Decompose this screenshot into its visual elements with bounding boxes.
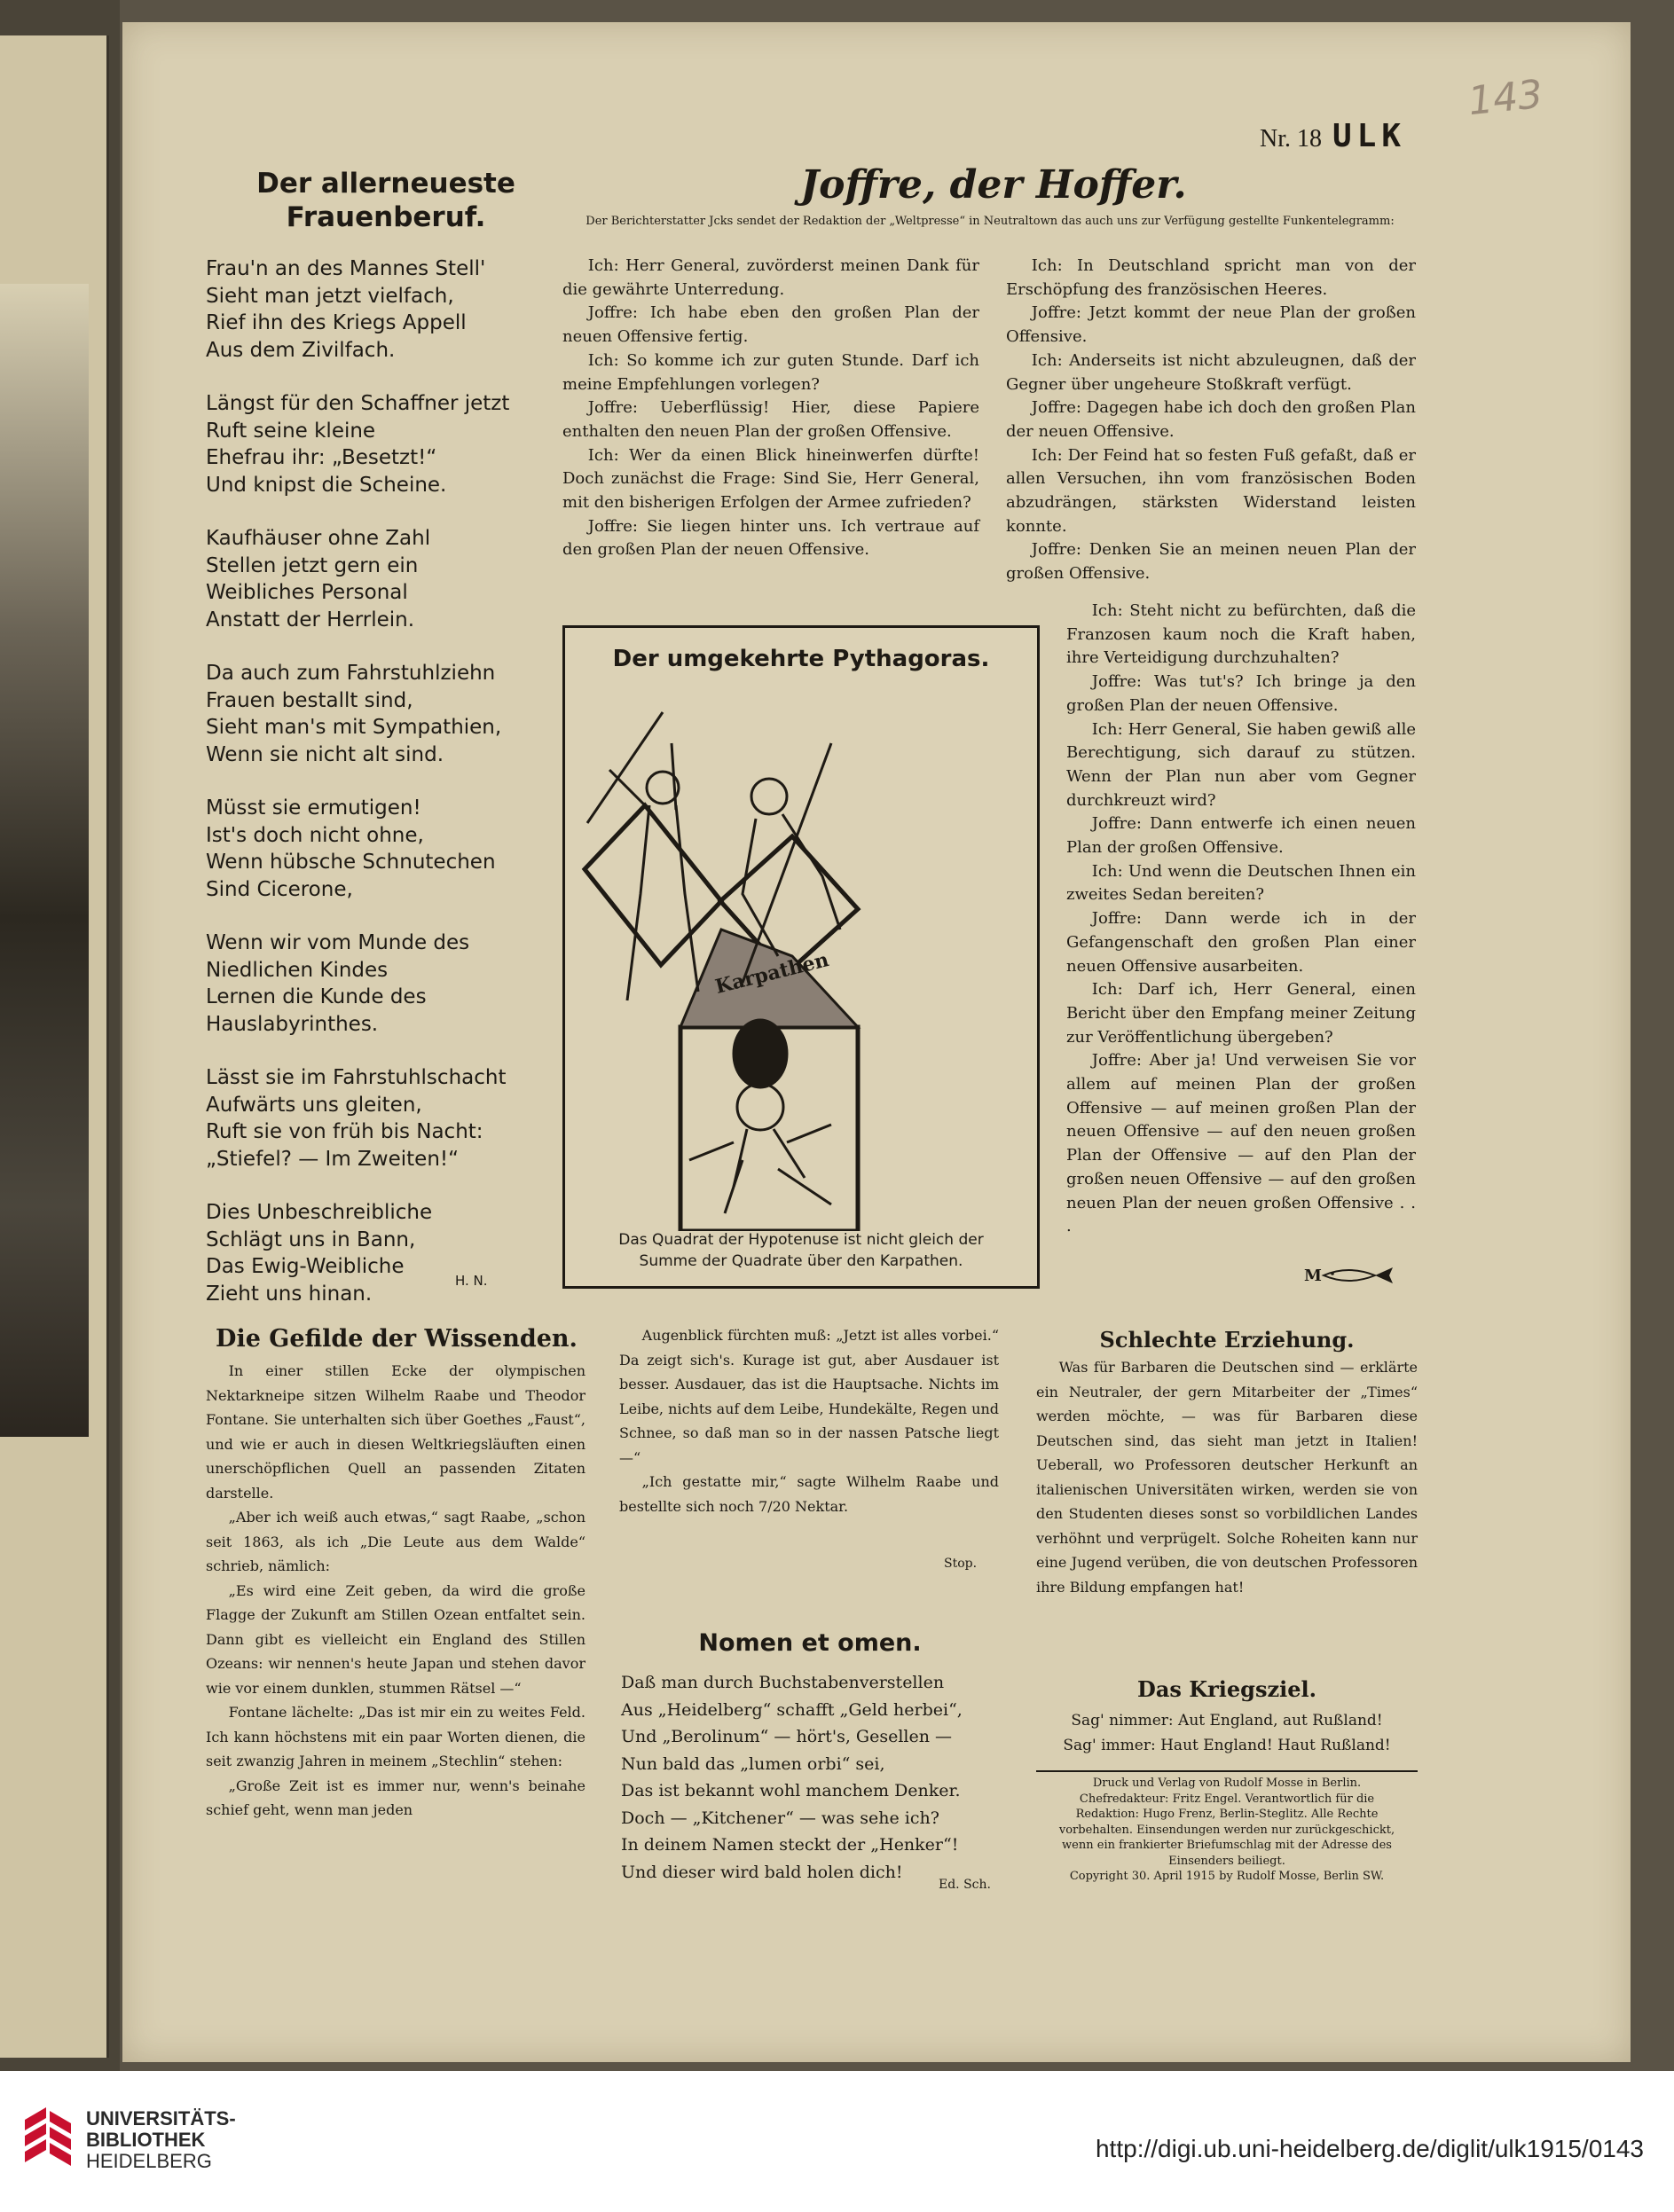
poem-line: Lässt sie im Fahrstuhlschacht	[206, 1066, 507, 1089]
poem-title-line1: Der allerneueste	[256, 168, 515, 200]
cartoon-frame	[562, 625, 1040, 1289]
poem-stanza	[206, 1064, 534, 1173]
gefilde-paragraph: Augenblick fürchten muß: „Jetzt ist alles vorbei.“ Da zeigt sich's. Kurage ist gut, aber Ausdauer ist besser. Ausdauer, das ist die Hauptsache. Nichts im Leibe, nichts auf dem Leibe, Hundekälte, Regen und Schnee, so daß man so in der nassen Patsche liegt —“	[619, 1327, 999, 1466]
poem-line: Aus dem Zivilfach.	[206, 338, 396, 362]
dialogue-paragraph: Ich: Wer da einen Blick hineinwerfen dürfte! Doch zunächst die Frage: Sind Sie, Herr General, mit den bisherigen Erfolgen der Armee zufrieden?	[562, 445, 979, 513]
imprint-block	[1036, 1776, 1418, 1885]
dialogue-paragraph: Ich: In Deutschland spricht man von der Erschöpfung des französischen Heeres.	[1006, 256, 1416, 299]
library-footer	[0, 2071, 1674, 2212]
poem-line: Hauslabyrinthes.	[206, 1012, 379, 1036]
dialogue-paragraph: Ich: Herr General, zuvörderst meinen Dank für die gewährte Unterredung.	[562, 256, 979, 299]
kriegsziel-line2: Sag' immer: Haut England! Haut Rußland!	[1063, 1737, 1391, 1754]
poem-line: Frau'n an des Mannes Stell'	[206, 257, 486, 280]
cartoon-caption	[565, 1229, 1037, 1272]
poem-line: Ehefrau ihr: „Besetzt!“	[206, 446, 437, 469]
poem-line: Und knipst die Scheine.	[206, 473, 447, 497]
gefilde-continuation	[619, 1323, 999, 1518]
nomen-line: Doch — „Kitchener“ — was sehe ich?	[621, 1808, 939, 1828]
imprint-line: Chefredakteur: Fritz Engel. Verantwortlich für die	[1079, 1792, 1375, 1806]
dialogue-paragraph: Ich: Anderseits ist nicht abzuleugnen, daß der Gegner über ungeheure Stoßkraft verfügt.	[1006, 350, 1416, 394]
dialogue-paragraph: Joffre: Dagegen habe ich doch den großen Plan der neuen Offensive.	[1006, 398, 1416, 441]
dialogue-paragraph: Ich: Darf ich, Herr General, einen Bericht über den Empfang meiner Zeitung zur Veröffentlichung übergeben?	[1066, 980, 1416, 1047]
dialogue-paragraph: Joffre: Dann entwerfe ich einen neuen Plan der großen Offensive.	[1066, 814, 1416, 858]
pythagoras-cartoon-illustration	[565, 663, 1037, 1231]
gefilde-paragraph: Fontane lächelte: „Das ist mir ein zu weites Feld. Ich kann höchstens mit ein paar Worten dienen, die seit zwanzig Jahren in meinem „Stechlin“ stehen:	[206, 1704, 586, 1769]
poem-line: Schlägt uns in Bann,	[206, 1228, 416, 1251]
erziehung-paragraph: Was für Barbaren die Deutschen sind — erklärte ein Neutraler, der gern Mitarbeiter der „Times“ werden möchte, — was für Barbaren diese Deutschen sind, das sieht man jetzt in Italien! Ueberall, wo Professoren deutscher Herkunft an italienischen Universitäten wirken, werden sie von den Studenten dieses sonst so vorbildlichen Landes verhöhnt und verprügelt. Solche Roheiten kann nur eine Jugend verüben, die von deutschen Professoren ihre Bildung empfangen hat!	[1036, 1359, 1418, 1596]
imprint-rule	[1036, 1770, 1418, 1772]
dialogue-paragraph: Joffre: Sie liegen hinter uns. Ich vertraue auf den großen Plan der neuen Offensive.	[562, 516, 979, 560]
cartoon-title: Der umgekehrte Pythagoras.	[612, 646, 990, 672]
nomen-line: Aus „Heidelberg“ schafft „Geld herbei“,	[621, 1699, 963, 1720]
gefilde-signature: Stop.	[944, 1557, 978, 1571]
kriegsziel-lines	[1036, 1708, 1418, 1758]
dialogue-paragraph: Joffre: Dann werde ich in der Gefangenschaft den großen Plan einer neuen Offensive ausarbeiten.	[1066, 909, 1416, 976]
nomen-title: Nomen et omen.	[698, 1629, 922, 1657]
poem-stanza	[206, 255, 534, 364]
poem-title	[213, 167, 559, 234]
poem-line: Sind Cicerone,	[206, 877, 353, 901]
cartoon-caption-line2: Summe der Quadrate über den Karpathen.	[639, 1252, 963, 1270]
copyright-line: Copyright 30. April 1915 by Rudolf Mosse, Berlin SW.	[1069, 1870, 1385, 1883]
poem-line: Frauen bestallt sind,	[206, 688, 413, 712]
gefilde-paragraph: „Aber ich weiß auch etwas,“ sagt Raabe, „schon seit 1863, als ich „Die Leute aus dem Walde“ schrieb, nämlich:	[206, 1509, 586, 1574]
poem-stanza	[206, 795, 534, 903]
dialogue-paragraph: Ich: Der Feind hat so festen Fuß gefaßt, daß er allen Versuchen, ihn vom französischen Boden abzudrängen, stärksten Widerstand leisten konnte.	[1006, 445, 1416, 536]
poem-body	[206, 255, 534, 1334]
fish-signature-icon	[1304, 1265, 1402, 1286]
poem-stanza	[206, 930, 534, 1038]
joffre-subtitle: Der Berichterstatter Jcks sendet der Redaktion der „Weltpresse“ in Neutraltown das auch uns zur Verfügung gestellte Funkentelegramm:	[586, 215, 1395, 228]
university-library-logo-icon	[20, 2102, 78, 2173]
imprint-line: Redaktion: Hugo Frenz, Berlin-Steglitz. Alle Rechte	[1075, 1808, 1379, 1821]
poem-line: Sieht man jetzt vielfach,	[206, 284, 454, 308]
poem-line: Lernen die Kunde des	[206, 985, 427, 1008]
poem-line: Ruft seine kleine	[206, 419, 376, 443]
poem-stanza	[206, 525, 534, 633]
joffre-column-2-top	[1006, 255, 1416, 586]
poem-line: Zieht uns hinan.	[206, 1282, 373, 1306]
imprint-line: vorbehalten. Einsendungen werden nur zurückgeschickt,	[1058, 1823, 1395, 1837]
imprint-line: Einsenders beiliegt.	[1168, 1854, 1285, 1868]
dialogue-paragraph: Joffre: Denken Sie an meinen neuen Plan der großen Offensive.	[1006, 540, 1416, 584]
source-url-link[interactable]: http://digi.ub.uni-heidelberg.de/diglit/ulk1915/0143	[1095, 2135, 1644, 2162]
dialogue-paragraph: Joffre: Ich habe eben den großen Plan der neuen Offensive fertig.	[562, 303, 979, 347]
dialogue-paragraph: Joffre: Aber ja! Und verweisen Sie vor allem auf meinen Plan der großen Offensive — auf meinen großen Plan der neuen Offensive — auf den neuen großen Plan der Offensive — auf den Plan der großen neuen Offensive — auf den großen neuen Plan der neuen großen Offensive . . .	[1066, 1051, 1416, 1236]
cartoon-caption-line1: Das Quadrat der Hypotenuse ist nicht gleich der	[618, 1231, 984, 1249]
poem-line: Weibliches Personal	[206, 581, 408, 604]
poem-line: Müsst sie ermutigen!	[206, 796, 421, 820]
cartoon-mountain-label: Karpathen	[712, 948, 831, 999]
joffre-column-2-bottom	[1066, 600, 1416, 1239]
nomen-signature: Ed. Sch.	[939, 1878, 991, 1892]
dialogue-paragraph: Ich: Und wenn die Deutschen Ihnen ein zweites Sedan bereiten?	[1066, 861, 1416, 905]
dialogue-paragraph: Ich: Steht nicht zu befürchten, daß die Franzosen kaum noch die Kraft haben, ihre Verteidigung durchzuhalten?	[1066, 601, 1416, 668]
kriegsziel-title: Das Kriegsziel.	[1137, 1676, 1316, 1702]
poem-line: Das Ewig-Weibliche	[206, 1255, 405, 1278]
handwritten-page-number: 143	[1466, 71, 1545, 125]
nomen-line: Das ist bekannt wohl manchem Denker.	[621, 1781, 961, 1800]
issue-number: Nr. 18	[1260, 125, 1322, 153]
gefilde-paragraph: In einer stillen Ecke der olympischen Nektarkneipe sitzen Wilhelm Raabe und Theodor Fontane. Sie unterhalten sich über Goethes „Faust“, und wie er auch in diesen Weltkriegsläuften einen unerschöpflichen Quell an passenden Zitaten darstelle.	[206, 1362, 586, 1502]
dialogue-paragraph: Ich: Herr General, Sie haben gewiß alle Berechtigung, sich darauf zu stützen. Wenn der Plan nun aber vom Gegner durchkreuzt wird?	[1066, 719, 1416, 810]
poem-line: Ist's doch nicht ohne,	[206, 823, 424, 847]
nomen-line: Und „Berolinum“ — hört's, Gesellen —	[621, 1727, 952, 1746]
poem-stanza	[206, 1199, 534, 1307]
library-name-line3: HEIDELBERG	[86, 2150, 212, 2172]
joffre-column-1	[562, 255, 979, 562]
library-name	[86, 2108, 236, 2172]
poem-line: Anstatt der Herrlein.	[206, 608, 415, 631]
gefilde-paragraph: „Ich gestatte mir,“ sagte Wilhelm Raabe und bestellte sich noch 7/20 Nektar.	[619, 1473, 999, 1515]
joffre-title: Joffre, der Hoffer.	[800, 162, 1187, 208]
library-name-line2: BIBLIOTHEK	[86, 2129, 206, 2151]
dialogue-paragraph: Ich: So komme ich zur guten Stunde. Darf ich meine Empfehlungen vorlegen?	[562, 350, 979, 394]
gefilde-title: Die Gefilde der Wissenden.	[216, 1325, 578, 1353]
poem-line: Ruft sie von früh bis Nacht:	[206, 1120, 483, 1143]
library-name-line1: UNIVERSITÄTS-	[86, 2107, 236, 2130]
previous-page-illustration	[0, 284, 89, 1437]
poem-stanza	[206, 390, 534, 498]
brand-title: ULK	[1332, 118, 1407, 154]
poem-stanza	[206, 660, 534, 768]
poem-line: Wenn hübsche Schnutechen	[206, 851, 496, 874]
previous-page-edge	[0, 35, 109, 2058]
nomen-line: Daß man durch Buchstabenverstellen	[621, 1673, 945, 1692]
gefilde-paragraph: „Große Zeit ist es immer nur, wenn's beinahe schief geht, wenn man jeden	[206, 1777, 586, 1818]
imprint-line: wenn ein frankierter Briefumschlag mit der Adresse des	[1062, 1839, 1392, 1852]
poem-line: Längst für den Schaffner jetzt	[206, 392, 510, 415]
erziehung-body	[1036, 1355, 1418, 1599]
dialogue-paragraph: Joffre: Was tut's? Ich bringe ja den großen Plan der neuen Offensive.	[1066, 672, 1416, 715]
svg-text:M: M	[1304, 1267, 1322, 1285]
erziehung-title: Schlechte Erziehung.	[1099, 1327, 1355, 1353]
page-header	[1260, 118, 1406, 154]
gefilde-paragraph: „Es wird eine Zeit geben, da wird die große Flagge der Zukunft am Stillen Ozean entfaltet sein. Dann gibt es vielleicht ein England des Stillen Ozeans: wir nennen's heute Japan und stehen davor wie vor einem dunklen, stummen Rätsel —“	[206, 1581, 586, 1697]
poem-line: Sieht man's mit Sympathien,	[206, 716, 502, 739]
nomen-line: Und dieser wird bald holen dich!	[621, 1862, 903, 1882]
poem-line: Aufwärts uns gleiten,	[206, 1093, 422, 1117]
nomen-line: Nun bald das „lumen orbi“ sei,	[621, 1753, 885, 1774]
poem-line: Niedlichen Kindes	[206, 958, 389, 982]
poem-line: Wenn sie nicht alt sind.	[206, 742, 444, 766]
poem-line: Wenn wir vom Munde des	[206, 931, 470, 954]
imprint-line: Druck und Verlag von Rudolf Mosse in Berlin.	[1092, 1777, 1362, 1790]
poem-line: Rief ihn des Kriegs Appell	[206, 311, 467, 334]
poem-title-line2: Frauenberuf.	[286, 201, 486, 233]
gefilde-body	[206, 1359, 586, 1823]
dialogue-paragraph: Joffre: Jetzt kommt der neue Plan der großen Offensive.	[1006, 303, 1416, 347]
poem-line: Stellen jetzt gern ein	[206, 553, 419, 577]
dialogue-paragraph: Joffre: Ueberflüssig! Hier, diese Papiere enthalten den neuen Plan der großen Offensive.	[562, 398, 979, 441]
poem-line: Da auch zum Fahrstuhlziehn	[206, 662, 496, 685]
poem-signature: H. N.	[455, 1273, 488, 1289]
nomen-line: In deinem Namen steckt der „Henker“!	[621, 1835, 959, 1855]
poem-line: „Stiefel? — Im Zweiten!“	[206, 1147, 460, 1171]
nomen-poem	[621, 1669, 1002, 1886]
poem-line: Kaufhäuser ohne Zahl	[206, 527, 431, 550]
kriegsziel-line1: Sag' nimmer: Aut England, aut Rußland!	[1071, 1712, 1383, 1730]
poem-line: Dies Unbeschreibliche	[206, 1201, 433, 1224]
